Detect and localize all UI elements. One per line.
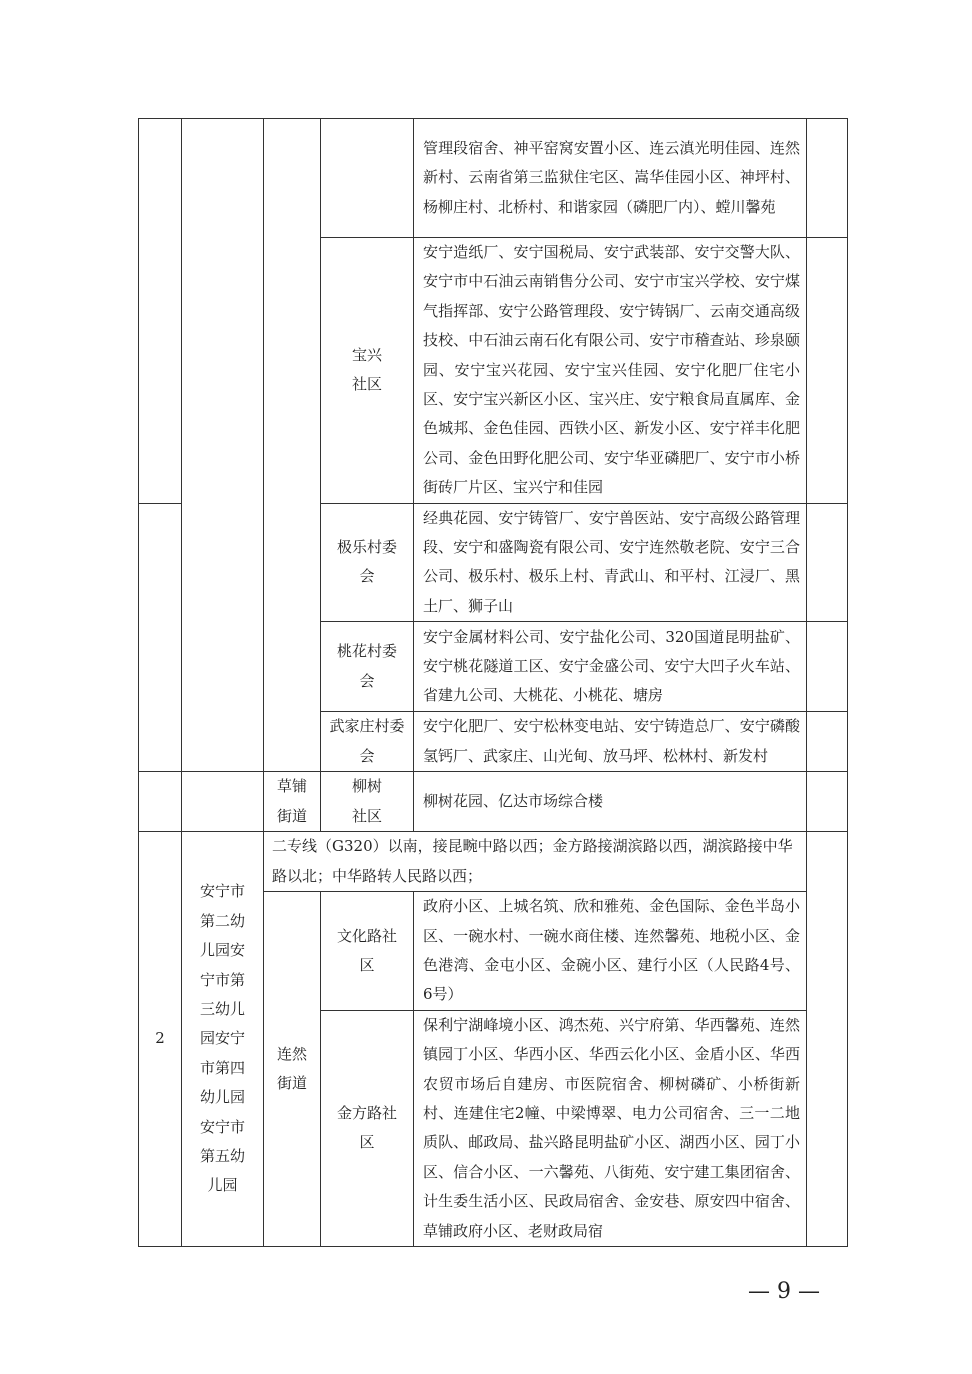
page-number: — 9 — (748, 1279, 820, 1304)
school-names: 安宁市第二幼儿园安宁市第三幼儿园安宁市第四幼儿园安宁市第五幼儿园 (199, 882, 245, 1195)
community-name-cell (321, 1010, 414, 1246)
community-residences-cell: 安宁化肥厂、安宁松林变电站、安宁铸造总厂、安宁磷酸氢钙厂、武家庄、山光甸、放马坪、松林村、新发村 (414, 712, 807, 772)
community-residences-cell: 保利宁湖峰境小区、鸿杰苑、兴宁府第、华西馨苑、连然镇园丁小区、华西小区、华西云化小区、金盾小区、华西农贸市场后自建房、市医院宿舍、柳树磷矿、小桥街新村、连建住宅2幢、中梁博翠、电力公司宿舍、三一二地质队、邮政局、盐兴路昆明盐矿小区、湖西小区、园丁小区、信合小区、一六馨苑、八街苑、安宁建工集团宿舍、计生委生活小区、民政局宿舍、金安巷、原安四中宿舍、草铺政府小区、老财政局宿 (414, 1010, 807, 1246)
blank-cell (807, 119, 848, 238)
street-name: 连然街道 (276, 1044, 307, 1093)
community-name: 文化路社区 (337, 926, 398, 974)
community-name-cell (321, 712, 414, 772)
community-residences-cell: 政府小区、上城名筑、欣和雅苑、金色国际、金色半岛小区、一碗水村、一碗水商住楼、连然馨苑、地税小区、金色港湾、金屯小区、金碗小区、建行小区（人民路4号、6号） (414, 892, 807, 1011)
blank-cell (139, 119, 182, 504)
blank-cell (182, 772, 264, 832)
blank-cell (807, 712, 848, 772)
blank-cell (807, 238, 848, 504)
street-name: 草铺街道 (276, 777, 307, 825)
community-name-cell (321, 622, 414, 712)
community-name: 武家庄村委会 (329, 717, 405, 765)
community-name: 极乐村委会 (337, 538, 398, 586)
blank-cell (264, 119, 321, 772)
community-name: 金方路社区 (337, 1103, 398, 1152)
community-name: 柳树社区 (351, 777, 382, 825)
blank-cell (139, 503, 182, 771)
blank-cell (807, 772, 848, 832)
allocation-table (138, 118, 848, 1247)
blank-cell (807, 832, 848, 1247)
blank-cell (139, 772, 182, 832)
community-residences-cell: 安宁金属材料公司、安宁盐化公司、320国道昆明盐矿、安宁桃花隧道工区、安宁金盛公司、安宁大凹子火车站、省建九公司、大桃花、小桃花、塘房 (414, 622, 807, 712)
blank-cell (807, 622, 848, 712)
community-name: 宝兴社区 (351, 345, 382, 394)
community-residences-cell: 经典花园、安宁铸管厂、安宁兽医站、安宁高级公路管理段、安宁和盛陶瓷有限公司、安宁连然敬老院、安宁三合公司、极乐村、极乐上村、青武山、和平村、江浸厂、黑土厂、狮子山 (414, 503, 807, 622)
community-name-cell (321, 238, 414, 504)
community-name-cell (321, 892, 414, 1011)
zone-scope-cell: 二专线（G320）以南，接昆畹中路以西；金方路接湖滨路以西，湖滨路接中华路以北；中华路转人民路以西； (264, 832, 807, 892)
school-names-cell (182, 832, 264, 1247)
community-residences-cell: 安宁造纸厂、安宁国税局、安宁武装部、安宁交警大队、安宁市中石油云南销售分公司、安宁市宝兴学校、安宁煤气指挥部、安宁公路管理段、安宁铸锅厂、云南交通高级技校、中石油云南石化有限公司、安宁市稽查站、珍泉颐园、安宁宝兴花园、安宁宝兴佳园、安宁化肥厂住宅小区、安宁宝兴新区小区、宝兴庄、安宁粮食局直属库、金色城邦、金色佳园、西铁小区、新发小区、安宁祥丰化肥公司、金色田野化肥公司、安宁华亚磷肥厂、安宁市小桥街砖厂片区、宝兴宁和佳园 (414, 238, 807, 504)
street-name-cell (264, 772, 321, 832)
blank-cell (182, 119, 264, 772)
blank-cell (807, 503, 848, 622)
community-name-cell (321, 772, 414, 832)
community-residences-cell: 柳树花园、亿达市场综合楼 (414, 772, 807, 832)
community-residences-cell: 管理段宿舍、神平窑窝安置小区、连云滇光明佳园、连然新村、云南省第三监狱住宅区、嵩华佳园小区、神坪村、杨柳庄村、北桥村、和谐家园（磷肥厂内）、螳川馨苑 (414, 119, 807, 238)
community-name-cell (321, 503, 414, 622)
blank-cell (321, 119, 414, 238)
row-number: 2 (139, 832, 182, 1247)
street-name-cell (264, 892, 321, 1247)
community-name: 桃花村委会 (337, 642, 398, 690)
